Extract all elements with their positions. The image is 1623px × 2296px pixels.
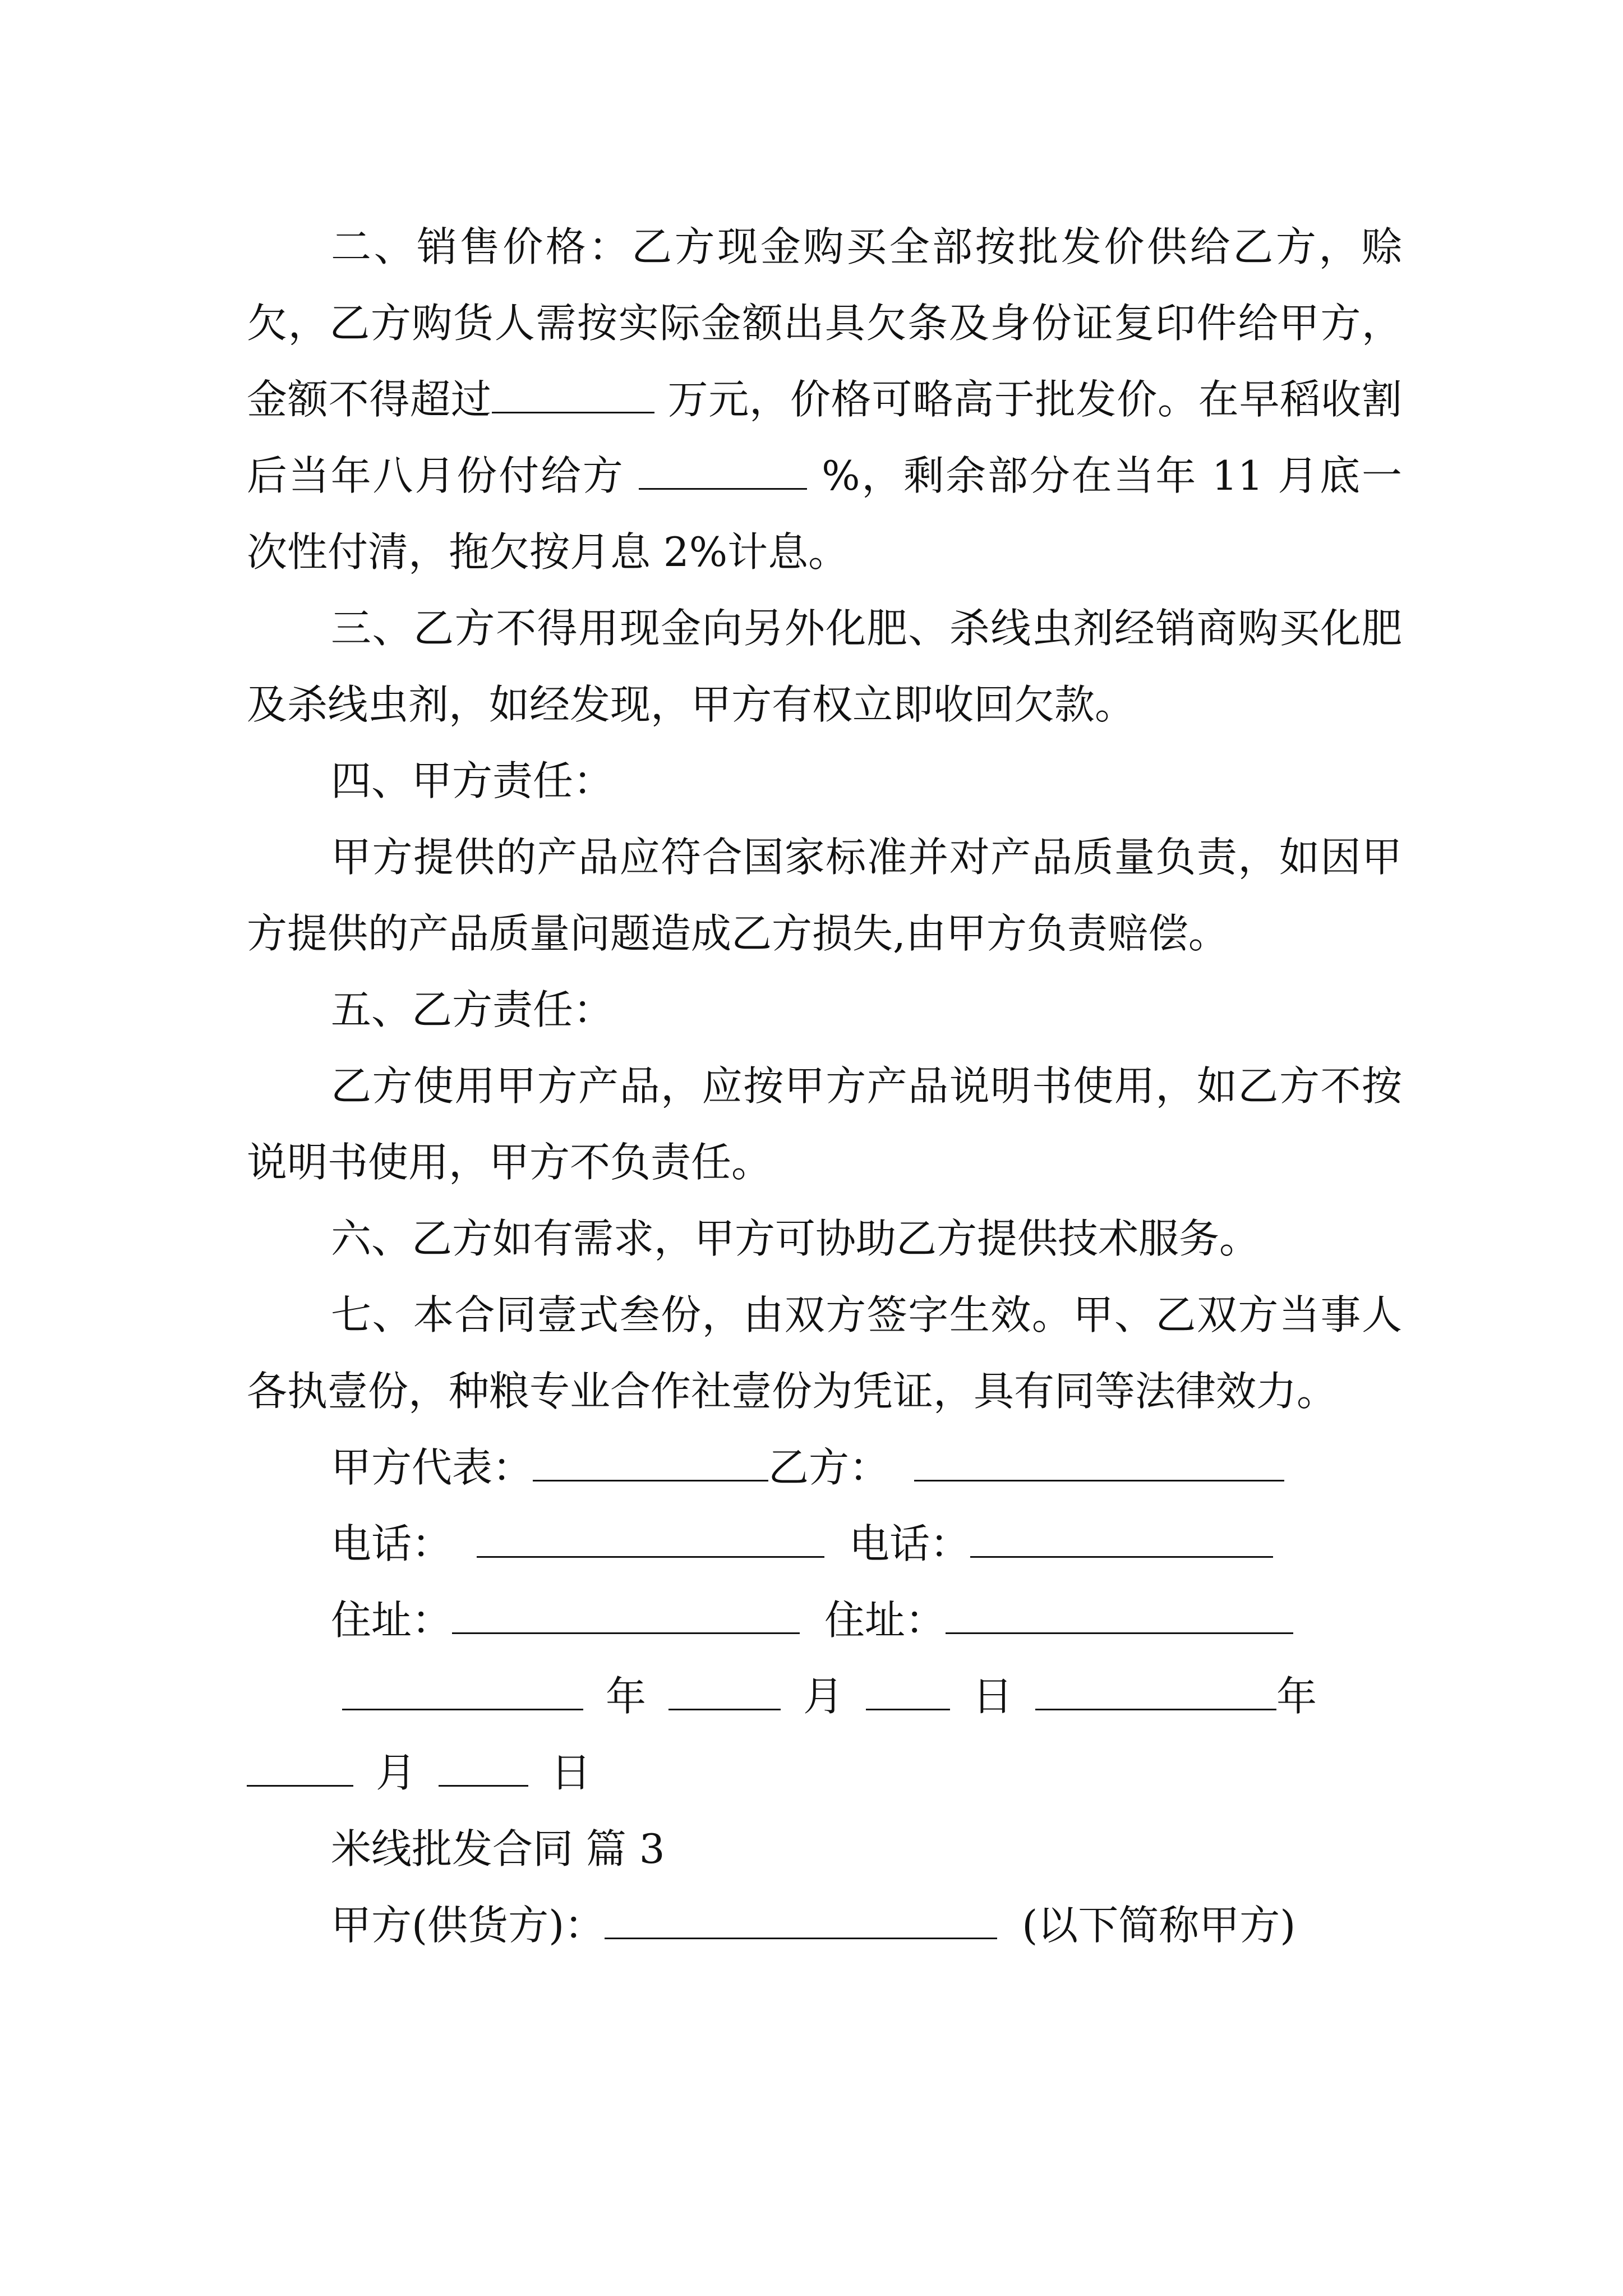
day-blank-b[interactable] bbox=[439, 1748, 528, 1787]
month-label-b: 月 bbox=[376, 1749, 417, 1796]
month-blank-a[interactable] bbox=[668, 1672, 781, 1710]
address-blank-a[interactable] bbox=[452, 1595, 800, 1634]
clause-5-title: 五、乙方责任： bbox=[331, 986, 614, 1033]
phone-blank-a[interactable] bbox=[477, 1519, 824, 1558]
clause-4-title: 四、甲方责任： bbox=[331, 757, 614, 804]
year-label-a: 年 bbox=[606, 1673, 647, 1720]
clause-2-text-b: 万元，价格可略高于批发价。在早稻收割后当年八月份付给方 bbox=[247, 376, 1402, 499]
clause-5-body: 乙方使用甲方产品，应按甲方产品说明书使用，如乙方不按说明书使用，甲方不负责任。 bbox=[247, 1062, 1402, 1186]
phone-label-b: 电话： bbox=[849, 1520, 971, 1567]
contract-body bbox=[247, 209, 1402, 1963]
day-blank-a[interactable] bbox=[866, 1672, 950, 1710]
year-blank-a[interactable] bbox=[342, 1672, 583, 1710]
party-a-rep-blank[interactable] bbox=[533, 1443, 768, 1481]
signature-row-phone bbox=[247, 1506, 1402, 1582]
clause-2-text-a: 二、销售价格：乙方现金购买全部按批发价供给乙方，赊欠，乙方购货人需按实际金额出具欠条及身份证复印件给甲方，金额不得超过 bbox=[247, 223, 1402, 423]
clause-7: 七、本合同壹式叁份，由双方签字生效。甲、乙双方当事人各执壹份，种粮专业合作社壹份为凭证，具有同等法律效力。 bbox=[247, 1291, 1402, 1415]
party-b-label: 乙方： bbox=[768, 1444, 890, 1491]
clause-2-text-c: %，剩余部分在当年 11 月底一次性付清，拖欠按月息 2%计息。 bbox=[247, 452, 1402, 576]
section-3-party-a-suffix: (以下简称甲方) bbox=[1022, 1902, 1296, 1949]
percent-blank[interactable] bbox=[639, 451, 807, 490]
address-label-b: 住址： bbox=[824, 1596, 946, 1644]
day-label-a: 日 bbox=[972, 1673, 1013, 1720]
section-3-party-a-row bbox=[247, 1887, 1402, 1963]
party-a-rep-label: 甲方代表： bbox=[331, 1444, 533, 1491]
date-row-1 bbox=[247, 1658, 1402, 1734]
clause-6: 六、乙方如有需求，甲方可协助乙方提供技术服务。 bbox=[331, 1215, 1260, 1262]
clause-3: 三、乙方不得用现金向另外化肥、杀线虫剂经销商购买化肥及杀线虫剂，如经发现，甲方有权立即收回欠款。 bbox=[247, 605, 1402, 728]
clause-2-sales-price bbox=[247, 209, 1402, 590]
section-3-party-a-blank[interactable] bbox=[605, 1901, 997, 1939]
month-blank-b[interactable] bbox=[247, 1748, 353, 1787]
address-label-a: 住址： bbox=[331, 1596, 453, 1644]
day-label-b: 日 bbox=[551, 1749, 592, 1796]
signature-row-address bbox=[247, 1582, 1402, 1658]
address-blank-b[interactable] bbox=[946, 1595, 1293, 1634]
phone-blank-b[interactable] bbox=[970, 1519, 1273, 1558]
year-label-b: 年 bbox=[1276, 1673, 1317, 1720]
section-3-heading: 米线批发合同 篇 3 bbox=[331, 1825, 665, 1872]
year-blank-b[interactable] bbox=[1035, 1672, 1276, 1710]
section-3-party-a-label: 甲方(供货方)： bbox=[331, 1902, 605, 1949]
phone-label-a: 电话： bbox=[331, 1520, 453, 1567]
month-label-a: 月 bbox=[803, 1673, 844, 1720]
signature-row-representatives bbox=[247, 1429, 1402, 1506]
amount-blank[interactable] bbox=[492, 375, 654, 413]
date-row-2 bbox=[247, 1734, 1402, 1811]
party-b-blank[interactable] bbox=[914, 1443, 1284, 1481]
clause-4-body: 甲方提供的产品应符合国家标准并对产品质量负责，如因甲方提供的产品质量问题造成乙方损失,由甲方负责赔偿。 bbox=[247, 834, 1402, 957]
